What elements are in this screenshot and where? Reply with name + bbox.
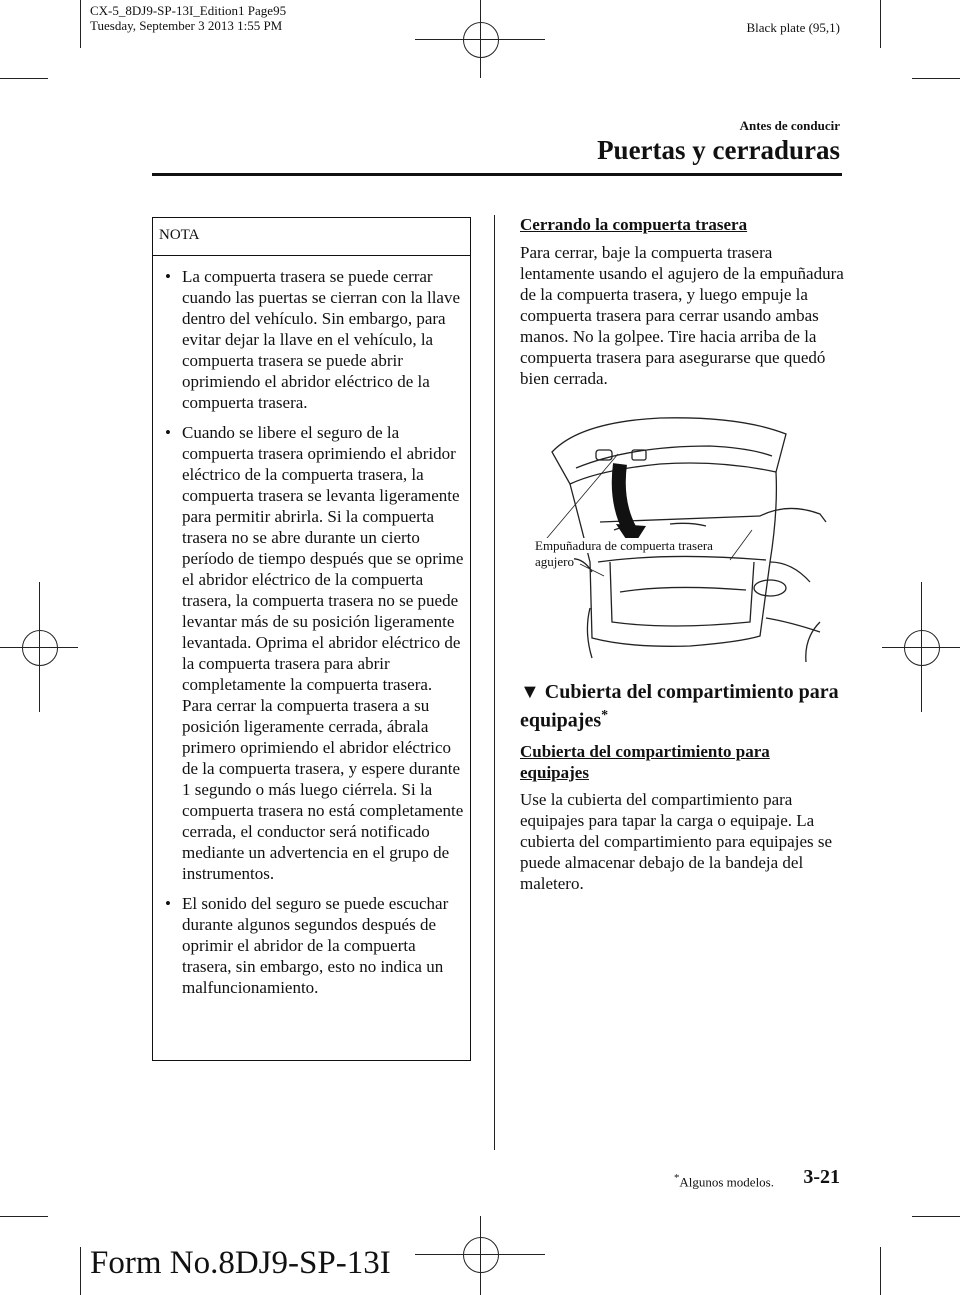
registration-mark <box>904 630 940 666</box>
tailgate-figure <box>520 412 828 662</box>
header-rule <box>152 173 842 176</box>
page-number: 3-21 <box>803 1166 840 1188</box>
registration-mark <box>22 630 58 666</box>
asterisk-mark: * <box>601 708 609 723</box>
column-divider <box>494 215 495 1150</box>
closing-paragraph: Para cerrar, baje la compuerta trasera lentamente usando el agujero de la empuñadura de la compuerta trasera, y luego empuje la compuerta trasera para cerrar usando ambas manos. No la golpee. Tire hacia arriba de la compuerta trasera para asegurarse que quedó bien cerrada. <box>520 243 844 388</box>
figure-label-handle: Empuñadura de compuerta trasera <box>535 538 713 553</box>
crop-mark <box>912 1216 960 1217</box>
footnote-text: Algunos modelos. <box>679 1174 774 1190</box>
registration-mark <box>480 1216 481 1295</box>
footnote <box>674 1172 774 1190</box>
crop-mark <box>0 1216 48 1217</box>
registration-mark <box>463 22 499 58</box>
cover-subheading: Cubierta del compartimiento para equipajes <box>520 742 770 782</box>
registration-mark <box>921 582 922 712</box>
print-info <box>90 3 286 33</box>
plate-label: Black plate (95,1) <box>746 20 840 35</box>
note-item: • El sonido del seguro se puede escuchar durante algunos segundos después de oprimir el abridor de la compuerta trasera, sin embargo, esto no indica un malfuncionamiento. <box>163 893 464 998</box>
crop-mark <box>0 78 48 79</box>
closing-heading: Cerrando la compuerta trasera <box>520 215 748 234</box>
crop-mark <box>912 78 960 79</box>
crop-mark <box>880 1247 881 1295</box>
figure-label-hole: agujero <box>535 554 574 569</box>
cover-section-title: Cubierta del compartimiento para equipajes <box>520 681 839 732</box>
note-box <box>152 217 471 1061</box>
note-list <box>153 256 470 998</box>
registration-mark <box>463 1237 499 1273</box>
crop-mark <box>80 1247 81 1295</box>
note-item: • La compuerta trasera se puede cerrar cuando las puertas se cierran con la llave dentro del vehículo. Sin embargo, para evitar dejar la llave en el vehículo, la compuerta trasera se puede abrir oprimiendo el abridor eléctrico de la compuerta trasera. <box>163 266 464 413</box>
cover-paragraph: Use la cubierta del compartimiento para equipajes para tapar la carga o equipaje. La cubierta del compartimiento para equipajes se puede almacenar debajo de la bandeja del maletero. <box>520 790 833 893</box>
registration-mark <box>480 0 481 78</box>
crop-mark <box>80 0 81 48</box>
section-label: Antes de conducir <box>739 118 840 133</box>
note-item: • Cuando se libere el seguro de la compuerta trasera oprimiendo el abridor eléctrico de la compuerta trasera, la compuerta trasera se levanta ligeramente para permitir abrirla. Si la compuerta trasera no se abre durante un cierto período de tiempo después que se oprime el abridor eléctrico de la compuerta trasera, la compuerta trasera no se puede levantar más de su posición ligeramente levantada. Oprima el abridor eléctrico de la compuerta trasera para abrir completamente la compuerta trasera. Para cerrar la compuerta trasera a su posición ligeramente cerrada, ábrala primero oprimiendo el abridor eléctrico de la compuerta trasera, y espere durante 1 segundo o más luego ciérrela. Si la compuerta trasera no está completamente cerrada, el conductor será notificado mediante un advertencia en el grupo de instrumentos. <box>163 422 464 884</box>
cover-section-heading <box>520 681 840 733</box>
note-title: NOTA <box>153 218 470 256</box>
registration-mark <box>39 582 40 712</box>
print-info-line2: Tuesday, September 3 2013 1:55 PM <box>90 18 283 33</box>
section-marker: ▼ <box>520 681 540 703</box>
tailgate-illustration <box>520 412 828 662</box>
form-number: Form No.8DJ9-SP-13I <box>90 1245 391 1281</box>
footnote-asterisk: * <box>673 1172 680 1184</box>
print-info-line1: CX-5_8DJ9-SP-13I_Edition1 Page95 <box>90 3 287 18</box>
page-title: Puertas y cerraduras <box>597 135 840 165</box>
crop-mark <box>880 0 881 48</box>
